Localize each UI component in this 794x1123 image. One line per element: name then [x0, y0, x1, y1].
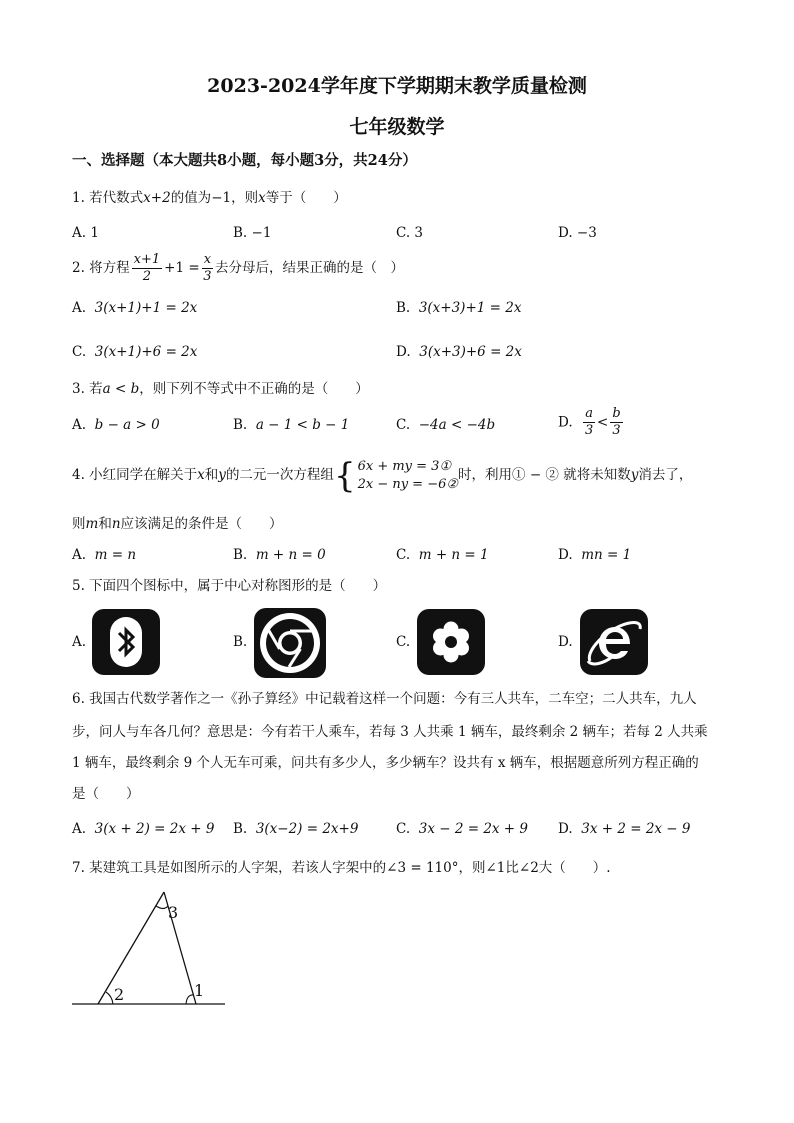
question-3-stem	[72, 379, 369, 399]
q4-var-m: m	[85, 516, 99, 532]
q4-option-a	[72, 545, 136, 565]
flower-gear-icon-graphic	[417, 609, 485, 675]
q3-option-d-fraction-2	[610, 406, 622, 439]
q4-option-d-expr: mn = 1	[581, 547, 632, 563]
q2-fraction-1-numerator: x+1	[133, 252, 161, 267]
q3-d-numerator-2: b	[612, 406, 621, 421]
q3-option-d-label: D.	[558, 414, 573, 431]
q3-option-d-fraction-1	[583, 406, 595, 439]
q1-value: −1	[211, 190, 232, 206]
q4-option-c	[396, 545, 489, 565]
q4-option-b-label: B.	[233, 547, 248, 563]
q5-option-d-label: D.	[558, 634, 573, 650]
q6-option-a-label: A.	[72, 821, 87, 837]
q4-text-and: 和	[204, 467, 219, 483]
q6-option-a-expr: 3(x + 2) = 2x + 9	[94, 821, 215, 837]
angle-1-arc	[186, 995, 194, 1004]
q4-line2-c: 应该满足的条件是（ ）	[120, 516, 283, 532]
page-subtitle: 七年级数学	[349, 116, 445, 138]
q2-text-b: 去分母后，结果正确的是（ ）	[215, 260, 405, 276]
q3-text-b: ，则下列不等式中不正确的是（ ）	[139, 381, 369, 397]
q4-var-n: n	[111, 516, 121, 532]
q6-option-c-label: C.	[396, 821, 411, 837]
q3-option-c	[396, 415, 495, 435]
q4-var-y: y	[218, 467, 226, 483]
question-5-stem: 5. 下面四个图标中，属于中心对称图形的是（ ）	[72, 578, 387, 594]
q2-middle: +1 =	[164, 260, 200, 276]
q3-d-denominator-2: 3	[612, 423, 621, 438]
q3-condition: a < b	[102, 381, 140, 397]
question-4-stem	[72, 455, 692, 495]
q4-option-b	[233, 545, 326, 565]
q4-text-c: 时，利用① − ② 就将未知数	[458, 467, 631, 483]
q2-fraction-1-denominator: 2	[142, 269, 152, 284]
bluetooth-icon-graphic	[92, 609, 160, 675]
q4-var-x: x	[197, 467, 205, 483]
q4-option-d	[558, 545, 631, 565]
q4-brace: {	[333, 455, 356, 496]
q3-text-a: 3. 若	[72, 381, 103, 397]
q3-option-b-label: B.	[233, 417, 248, 433]
q2-fraction-2-numerator: x	[203, 252, 212, 267]
q3-option-a-label: A.	[72, 417, 87, 433]
question-6-line-2: 步，问人与车各几何？意思是：今有若干人乘车，若每 3 人共乘 1 辆车，最终剩余 2 辆车；若每 2 人共乘	[72, 724, 708, 740]
angle-1-label: 1	[194, 981, 205, 1000]
q2-fraction-2	[202, 252, 213, 285]
q1-variable: x	[258, 190, 266, 206]
q4-line2-b: 和	[98, 516, 112, 532]
question-2-stem	[72, 250, 404, 286]
q6-option-b-expr: 3(x−2) = 2x+9	[255, 821, 359, 837]
q4-option-b-expr: m + n = 0	[255, 547, 326, 563]
q4-option-a-label: A.	[72, 547, 87, 563]
q3-option-d	[558, 406, 625, 439]
question-1-stem	[72, 188, 347, 208]
q4-option-a-expr: m = n	[94, 547, 137, 563]
q3-option-a-expr: b − a > 0	[94, 417, 160, 433]
q2-option-b-expr: 3(x+3)+1 = 2x	[418, 300, 522, 316]
q4-text-a: 4. 小红同学在解关于	[72, 467, 198, 483]
q4-equation-system	[358, 458, 458, 494]
angle-3-arc	[156, 906, 168, 909]
q5-option-c-label: C.	[396, 634, 411, 650]
q2-option-c	[72, 342, 197, 362]
q4-line2-a: 则	[72, 516, 86, 532]
q3-d-operator: <	[597, 414, 609, 431]
q2-option-c-label: C.	[72, 344, 87, 360]
q2-fraction-1	[132, 252, 163, 285]
q4-text-b: 的二元一次方程组	[225, 467, 334, 483]
q2-option-d-label: D.	[396, 344, 411, 360]
q2-option-d	[396, 342, 522, 362]
q6-option-b	[233, 819, 358, 839]
q6-option-a	[72, 819, 214, 839]
q5-option-a-label: A.	[72, 634, 87, 650]
q1-option-d: D. −3	[558, 225, 597, 241]
q2-option-a-expr: 3(x+1)+1 = 2x	[94, 300, 198, 316]
q4-equation-2: 2x − ny = −6②	[357, 476, 459, 492]
q4-option-c-expr: m + n = 1	[418, 547, 489, 563]
q4-text-d: 消去了，	[638, 467, 693, 483]
q6-option-d-expr: 3x + 2 = 2x − 9	[581, 821, 691, 837]
q4-option-c-label: C.	[396, 547, 411, 563]
q2-option-a	[72, 298, 197, 318]
q1-text-b: 的值为	[170, 190, 212, 206]
q4-equation-1: 6x + my = 3①	[357, 458, 452, 474]
q4-var-y-2: y	[630, 467, 639, 483]
ladder-diagram	[60, 888, 240, 1018]
flower-gear-icon	[417, 609, 485, 675]
q6-option-c	[396, 819, 528, 839]
q1-option-b: B. −1	[233, 225, 272, 241]
q3-option-c-label: C.	[396, 417, 411, 433]
q2-option-a-label: A.	[72, 300, 87, 316]
q3-option-c-expr: −4a < −4b	[418, 417, 496, 433]
bluetooth-icon	[92, 609, 160, 675]
internet-explorer-icon	[580, 609, 648, 675]
angle-3-label: 3	[168, 903, 179, 922]
q2-option-b-label: B.	[396, 300, 411, 316]
q3-d-numerator-1: a	[585, 406, 593, 421]
q1-option-c: C. 3	[396, 225, 424, 241]
q6-option-d-label: D.	[558, 821, 573, 837]
angle-2-label: 2	[114, 985, 125, 1004]
q2-option-d-expr: 3(x+3)+6 = 2x	[419, 344, 522, 360]
q5-option-b-label: B.	[233, 634, 248, 650]
q3-option-a	[72, 415, 160, 435]
q1-text-a: 1. 若代数式	[72, 190, 144, 206]
ladder-left-leg	[98, 892, 164, 1004]
section-heading: 一、选择题（本大题共8小题，每小题3分，共24分）	[72, 152, 417, 169]
q6-option-b-label: B.	[233, 821, 248, 837]
question-6-line-1: 6. 我国古代数学著作之一《孙子算经》中记载着这样一个问题：今有三人共车，二车空；二人共车，九人	[72, 691, 697, 707]
q3-option-b-expr: a − 1 < b − 1	[255, 417, 350, 433]
question-4-line-2	[72, 514, 283, 534]
angle-2-arc	[106, 992, 113, 1004]
question-6-line-3: 1 辆车，最终剩余 9 个人无车可乘，问共有多少人，多少辆车？设共有 x 辆车，根据题意所列方程正确的	[72, 755, 699, 771]
q2-fraction-2-denominator: 3	[203, 269, 212, 284]
q6-option-c-expr: 3x − 2 = 2x + 9	[418, 821, 528, 837]
q1-text-c: ，则	[231, 190, 259, 206]
page-title: 2023-2024学年度下学期期末教学质量检测	[207, 75, 587, 97]
chrome-icon	[254, 608, 326, 678]
q2-option-b	[396, 298, 521, 318]
q3-d-denominator-1: 3	[584, 423, 594, 438]
chrome-icon-graphic	[254, 608, 326, 678]
internet-explorer-icon-graphic	[580, 609, 648, 675]
q1-expression: x+2	[143, 190, 171, 206]
q3-option-b	[233, 415, 349, 435]
question-7-stem: 7. 某建筑工具是如图所示的人字架，若该人字架中的∠3 = 110°，则∠1比∠2大（ ）.	[72, 860, 611, 876]
question-6-line-4: 是（ ）	[72, 786, 140, 802]
q1-text-d: 等于（ ）	[265, 190, 347, 206]
q4-option-d-label: D.	[558, 547, 573, 563]
q2-text-a: 2. 将方程	[72, 260, 130, 276]
q2-option-c-expr: 3(x+1)+6 = 2x	[94, 344, 198, 360]
q6-option-d	[558, 819, 691, 839]
q1-option-a: A. 1	[72, 225, 99, 241]
